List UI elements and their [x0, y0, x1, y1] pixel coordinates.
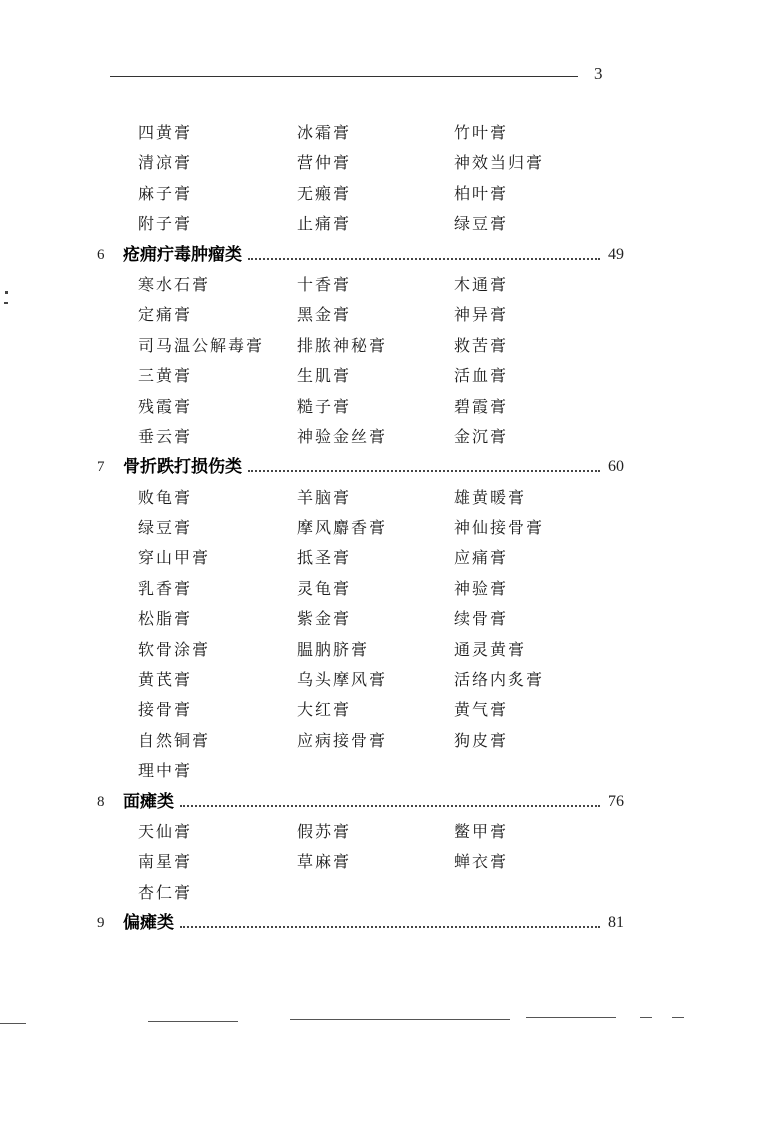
- toc-item: 金沉膏: [454, 426, 509, 446]
- toc-item: 定痛膏: [138, 305, 193, 325]
- toc-item: 碧霞膏: [454, 396, 509, 416]
- toc-item: 垂云膏: [138, 426, 193, 446]
- section-number: 8: [97, 793, 105, 810]
- toc-item: 绿豆膏: [138, 518, 193, 538]
- toc-item: 南星膏: [138, 852, 193, 872]
- toc-item-row: [0, 209, 777, 239]
- toc-item: 木通膏: [454, 274, 509, 294]
- toc-section-heading: [0, 787, 777, 817]
- page-number: 3: [594, 64, 603, 83]
- toc-item: 鳖甲膏: [454, 821, 509, 841]
- toc-item: 接骨膏: [138, 700, 193, 720]
- toc-item: 败龟膏: [138, 487, 193, 507]
- toc-item: 黄气膏: [454, 700, 509, 720]
- toc-item-row: [0, 574, 777, 604]
- toc-item: 乌头摩风膏: [297, 670, 388, 690]
- toc-item: 绿豆膏: [454, 214, 509, 234]
- toc-item-row: [0, 361, 777, 391]
- toc-item-row: [0, 118, 777, 148]
- toc-section-heading: [0, 452, 777, 482]
- toc-item-row: [0, 604, 777, 634]
- toc-item: 附子膏: [138, 214, 193, 234]
- toc-item: 腽肭脐膏: [297, 639, 370, 659]
- section-page-number: 60: [608, 458, 624, 476]
- dot-leader: [180, 926, 600, 928]
- toc-item: 大红膏: [297, 700, 352, 720]
- toc-item: 羊脑膏: [297, 487, 352, 507]
- toc-item: 自然铜膏: [138, 730, 211, 750]
- toc-item: 糙子膏: [297, 396, 352, 416]
- toc-item: 假苏膏: [297, 821, 352, 841]
- toc-item-row: [0, 726, 777, 756]
- toc-item-row: [0, 543, 777, 573]
- toc-section-heading: [0, 240, 777, 270]
- toc-item-row: [0, 392, 777, 422]
- toc-item: 神验金丝膏: [297, 426, 388, 446]
- footer-rule-segment: [290, 1019, 510, 1020]
- toc-item-row: [0, 695, 777, 725]
- toc-item: 冰霜膏: [297, 123, 352, 142]
- toc-item: 通灵黄膏: [454, 639, 527, 659]
- toc-item: 神效当归膏: [454, 153, 545, 173]
- section-title: 骨折跌打损伤类: [123, 457, 242, 478]
- toc-item: 清凉膏: [138, 153, 193, 173]
- toc-item: 黄芪膏: [138, 670, 193, 690]
- toc-item: 活络内炙膏: [454, 670, 545, 690]
- dot-leader: [180, 805, 600, 807]
- footer-rule-segment: [672, 1017, 684, 1018]
- toc-item: 排脓神秘膏: [297, 335, 388, 355]
- footer-rule-segment: [640, 1017, 652, 1018]
- toc-item: 紫金膏: [297, 609, 352, 629]
- toc-item: 生肌膏: [297, 366, 352, 386]
- toc-item-row: [0, 483, 777, 513]
- toc-item: 抵圣膏: [297, 548, 352, 568]
- toc-item: 乳香膏: [138, 578, 193, 598]
- toc-item: 狗皮膏: [454, 730, 509, 750]
- section-page-number: 76: [608, 792, 624, 810]
- toc-item: 麻子膏: [138, 183, 193, 203]
- section-number: 6: [97, 246, 105, 263]
- toc-item: 寒水石膏: [138, 274, 211, 294]
- toc-item-row: [0, 331, 777, 361]
- toc-item: 救苦膏: [454, 335, 509, 355]
- toc-item: 蝉衣膏: [454, 852, 509, 872]
- toc-item-row: [0, 148, 777, 178]
- toc-item: 无瘢膏: [297, 183, 352, 203]
- section-page-number: 81: [608, 914, 624, 932]
- toc-item: 营仲膏: [297, 153, 352, 173]
- toc-section-heading: [0, 908, 777, 938]
- table-of-contents: [0, 118, 777, 939]
- toc-item-row: [0, 878, 777, 908]
- section-number: 7: [97, 459, 105, 476]
- footer-rule-segment: [526, 1017, 616, 1018]
- toc-item-row: [0, 270, 777, 300]
- toc-item: 雄黄暖膏: [454, 487, 527, 507]
- toc-item: 竹叶膏: [454, 123, 509, 142]
- footer-rule-segment: [148, 1021, 238, 1022]
- toc-item: 软骨涂膏: [138, 639, 211, 659]
- toc-item: 摩风麝香膏: [297, 518, 388, 538]
- toc-item-row: [0, 300, 777, 330]
- section-title: 偏瘫类: [123, 913, 174, 934]
- toc-item: 松脂膏: [138, 609, 193, 629]
- dot-leader: [248, 258, 600, 260]
- toc-item: 活血膏: [454, 366, 509, 386]
- toc-item: 穿山甲膏: [138, 548, 211, 568]
- toc-item: 十香膏: [297, 274, 352, 294]
- toc-item: 理中膏: [138, 761, 193, 781]
- dot-leader: [248, 470, 600, 472]
- section-number: 9: [97, 915, 105, 932]
- toc-item: 灵龟膏: [297, 578, 352, 598]
- toc-item: 神异膏: [454, 305, 509, 325]
- toc-item: 止痛膏: [297, 214, 352, 234]
- toc-item: 神仙接骨膏: [454, 518, 545, 538]
- scan-speck: [4, 302, 8, 304]
- toc-item: 应痛膏: [454, 548, 509, 568]
- header-rule: [110, 76, 578, 77]
- toc-item-row: [0, 847, 777, 877]
- toc-item-row: [0, 179, 777, 209]
- toc-item: 柏叶膏: [454, 183, 509, 203]
- toc-item: 司马温公解毒膏: [138, 335, 265, 355]
- section-title: 疮痈疔毒肿瘤类: [123, 244, 242, 265]
- toc-item-row: [0, 756, 777, 786]
- toc-item: 黑金膏: [297, 305, 352, 325]
- toc-item: 三黄膏: [138, 366, 193, 386]
- footer-rule-segment: [0, 1023, 26, 1024]
- toc-item: 神验膏: [454, 578, 509, 598]
- toc-item-row: [0, 665, 777, 695]
- toc-item-row: [0, 422, 777, 452]
- toc-item-row: [0, 817, 777, 847]
- toc-item-row: [0, 635, 777, 665]
- toc-item-row: [0, 513, 777, 543]
- toc-item: 应病接骨膏: [297, 730, 388, 750]
- toc-item: 四黄膏: [138, 123, 193, 142]
- toc-item: 草麻膏: [297, 852, 352, 872]
- scan-speck: [5, 291, 8, 294]
- section-title: 面瘫类: [123, 791, 174, 812]
- toc-item: 杏仁膏: [138, 882, 193, 902]
- toc-item: 残霞膏: [138, 396, 193, 416]
- section-page-number: 49: [608, 245, 624, 263]
- toc-item: 天仙膏: [138, 821, 193, 841]
- toc-item: 续骨膏: [454, 609, 509, 629]
